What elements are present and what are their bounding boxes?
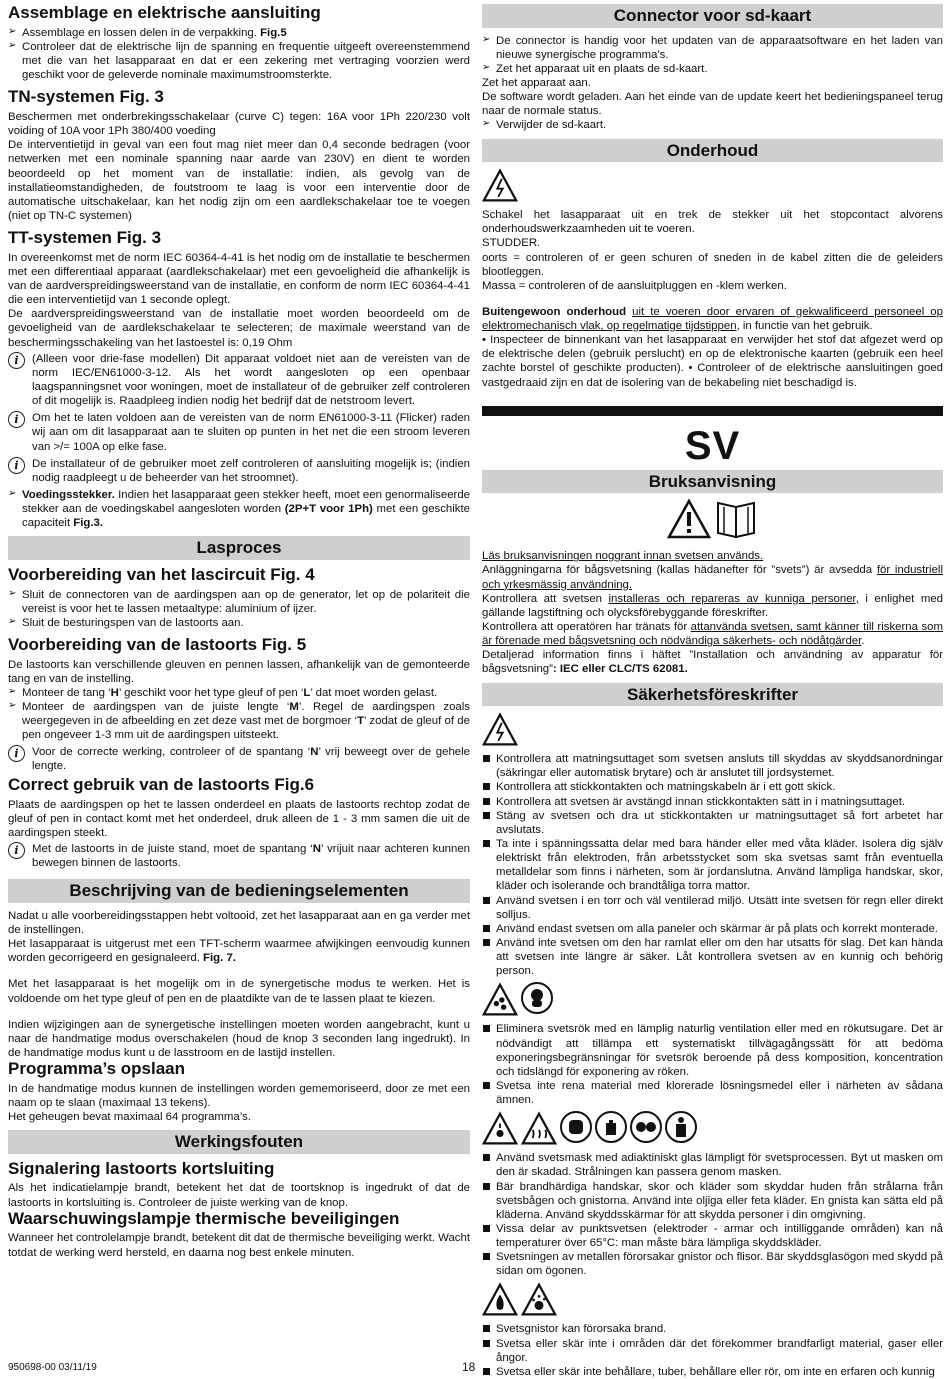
paragraph: In overeenkomst met de norm IEC 60364-4-41 is het nodig om de installatie te beschermen met een differentiaal apparaat (aardlekschakelaar) met een gevoeligheid die afhankelijk is van de aardverspreidingsweerstand van de installatie, en conform de norm IEC 60364-4-41 die een interventietijd van 1 seconde oplegt. xyxy=(8,251,470,307)
paragraph: Plaats de aardingspen op het te lassen onderdeel en plaats de lastoorts rechtop zodat de gleuf of pen in contact komt met het onderdeel, druk alleen de 1 - 3 mm samen die uit de aardingspen steekt. xyxy=(8,798,470,839)
list-item: Svetsningen av metallen förorsakar gnistor och flisor. Bär skyddsglasögon med skydd på sidan om ögonen. xyxy=(482,1250,943,1278)
safety-list-3 xyxy=(482,1151,943,1278)
info-note: i Met de lastoorts in de juiste stand, moet de spantang ‘N’ vrijuit naar achteren kunnen bewegen binnen de lastoorts. xyxy=(8,842,470,870)
section-title-lascircuit: Voorbereiding van het lascircuit Fig. 4 xyxy=(8,564,315,584)
fumes-hazard-icon xyxy=(482,982,518,1018)
icon-row xyxy=(482,168,943,204)
info-note: i Voor de correcte werking, controleer of de spantang ‘N’ vrij beweegt over de gehele lengte. xyxy=(8,745,470,773)
fire-hazard-icon xyxy=(482,1282,518,1318)
paragraph: De lastoorts kan verschillende gleuven en pennen lassen, afhankelijk van de gemonteerde tang en van de instelling. xyxy=(8,658,470,685)
left-column xyxy=(8,4,470,1260)
section-title-signalering: Signalering lastoorts kortsluiting xyxy=(8,1158,275,1178)
language-code: SV xyxy=(684,423,741,468)
paragraph: Het lasapparaat is uitgerust met een TFT-scherm waarmee afwijkingen eenvoudig kunnen worden gecorrigeerd en gesignaleerd. Fig. 7. xyxy=(8,938,470,965)
list-item: ➢ Sluit de connectoren van de aardingspen aan op de generator, let op de polariteit die vereist is voor het te lassen metaaltype: aluminium of ijzer. xyxy=(8,588,470,616)
list-item: Kontrollera att matningsuttaget som svetsen ansluts till skyddas av skyddsanordningar (säkringar eller automatisk brytare) och är anslutet till jordsystemet. xyxy=(482,752,943,780)
paragraph: Massa = controleren of de aansluitpluggen en -klem werken. xyxy=(482,279,787,292)
safety-list-1 xyxy=(482,752,943,978)
paragraph: • Inspecteer de binnenkant van het lasapparaat en verwijder het stof dat afgezet werd op de elektrische delen (gebruik perslucht) en op de elektronische kaarten (gebruik een heel zachte borstel of geschikte producten). • Controleer of de elektrische aansluitingen goed vastgedraaid zijn en dat de isolering van de bekabeling niet beschadigd is. xyxy=(482,334,943,389)
section-title-waarschuwing: Waarschuwingslampje thermische beveiligingen xyxy=(8,1208,400,1228)
paragraph: De aardverspreidingsweerstand van de installatie moet worden beoordeeld om de gevoeligheid van de aardlekschakelaar te selecteren; de maximale weerstand van de beschermingsschakeling van het lastoestel is: 0,19 Ohm xyxy=(8,308,470,349)
list-item: Svetsa eller skär inte behållare, tuber, behållare eller rör, om inte en erfaren och kunnig xyxy=(482,1365,943,1379)
right-column xyxy=(482,4,943,1379)
info-icon: i xyxy=(8,352,25,369)
paragraph: STUDDER. xyxy=(482,237,541,250)
info-icon: i xyxy=(8,842,25,859)
read-manual-icon xyxy=(714,499,758,539)
list-item: ➢ De connector is handig voor het updaten van de apparaatsoftware en het laden van nieuwe synergische programma's. xyxy=(482,34,943,62)
paragraph: Met het lasapparaat is het mogelijk om in de synergetische modus te werken. Het is voldoende om het type gleuf of pen en de plaatdikte van de te lassen plaat te kiezen. xyxy=(8,978,470,1005)
list-item: ➢ Zet het apparaat uit en plaats de sd-kaart. xyxy=(482,62,943,76)
paragraph: Wanneer het controlelampje brandt, betekent dit dat de thermische beveiliging werkt. Wacht totdat de werking werd hersteld, en daarna nog best enkele minuten. xyxy=(8,1232,470,1259)
section-title-programma: Programma’s opslaan xyxy=(8,1059,185,1079)
safety-list-4 xyxy=(482,1322,943,1379)
list-item: ➢ Monteer de aardingspen van de juiste lengte ‘M’. Regel de aardingspen zoals weergegeven in de afbeelding en zet deze vast met de borgmoer ‘T’ zodat de gleuf of de pen ongeveer 1-3 mm uit de aardingspen uitsteekt. xyxy=(8,700,470,742)
section-bar-sakerhet: Säkerhetsföreskrifter xyxy=(482,683,943,707)
protective-clothing-icon xyxy=(665,1111,697,1143)
list-item: Svetsa inte rena material med klorerade lösningsmedel eller i närheten av sådana ämnen. xyxy=(482,1079,943,1107)
paragraph: Anläggningarna för bågsvetsning (kallas hädanefter för ”svets”) är avsedda för industriell och yrkesmässig användning. xyxy=(482,564,943,591)
paragraph: Het geheugen bevat maximaal 64 programma’s. xyxy=(8,1111,251,1124)
paragraph: Nadat u alle voorbereidingsstappen hebt voltooid, zet het lasapparaat aan en ga verder met de instellingen. xyxy=(8,909,470,936)
divider xyxy=(482,406,943,416)
section-title-assemblage: Assemblage en elektrische aansluiting xyxy=(8,3,321,22)
list-item: Svetsa eller skär inte i områden där det förekommer brandfarligt material, gaser eller ångor. xyxy=(482,1337,943,1365)
icon-row xyxy=(482,1282,943,1318)
info-note: i De installateur of de gebruiker moet zelf controleren of aansluiting mogelijk is; (indien nodig raadpleegt u de beheerder van het stroomnet). xyxy=(8,457,470,485)
section-title-lastoorts: Voorbereiding van de lastoorts Fig. 5 xyxy=(8,635,307,655)
list-item: Använd svetsen i en torr och väl ventilerad miljö. Utsätt inte svetsen för regn eller direkt solljus. xyxy=(482,894,943,922)
section-bar-lasproces: Lasproces xyxy=(8,536,470,560)
list-item: Kontrollera att svetsen är avstängd innan stickkontakten sätt in i matningsuttaget. xyxy=(482,795,943,809)
gloves-icon xyxy=(595,1111,627,1143)
lascircuit-list xyxy=(8,588,470,630)
paragraph: Kontrollera att svetsen installeras och repareras av kunniga personer, i enlighet med gällande lagstiftning och olycksförebyggande föreskrifter. xyxy=(482,592,943,619)
paragraph: Schakel het lasapparaat uit en trek de stekker uit het stopcontact alvorens onderhoudswerkzaamheden uit te voeren. xyxy=(482,209,943,236)
info-icon: i xyxy=(8,411,25,428)
warning-icon xyxy=(667,499,711,539)
safety-list-2 xyxy=(482,1022,943,1107)
paragraph: Kontrollera att operatören har tränats för attanvända svetsen, samt känner till riskerna som är förenade med bågsvetsning och nödvändiga säkerhets- och nödåtgärder. xyxy=(482,621,943,648)
plug-list xyxy=(8,488,470,530)
paragraph: Läs bruksanvisningen noggrant innan svetsen används. xyxy=(482,550,764,563)
list-item: Använd svetsmask med adiaktiniskt glas lämpligt för svetsprocessen. Byt ut masken om den är skadad. Strålningen kan passera genom masken. xyxy=(482,1151,943,1179)
paragraph: Buitengewoon onderhoud uit te voeren door ervaren of gekwalificeerd personeel op elektromechanisch vlak, op regelmatige tijdstippen, in functie van het gebruik. xyxy=(482,305,943,333)
paragraph: Beschermen met onderbrekingsschakelaar (curve C) tegen: 16A voor 1Ph 220/230 volt voiding of 10A voor 1Ph 380/400 voeding xyxy=(8,110,470,138)
document-code: 950698-00 03/11/19 xyxy=(8,1362,97,1373)
list-item: Vissa delar av punktsvetsen (elektroder - armar och intilliggande områden) kan nå temperaturer över 65°C: man måste bära lämpliga skyddskläder. xyxy=(482,1222,943,1250)
list-item: Bär brandhärdiga handskar, skor och kläder som skyddar huden från strålarna från svetsbågen och gnistorna. Använd inte oljiga eller feta kläder. En gnista kan sätta eld på kläderna. Använd skyddsskärmar för att skydda personer i din omgivning. xyxy=(482,1180,943,1222)
paragraph: De interventietijd in geval van een fout mag niet meer dan 0,4 seconde bedragen (voor netwerken met een nominale spanning naar aarde van 230V) en dient te worden beoordeeld op het moment van de installatie: indien, als gevolg van de installatieomstandigheden, de foutstroom te laag is voor een interventie door de automatische uitschakelaar, kan het nodig zijn om een aardlekschakelaar toe te voegen (niet op TN-C systemen) xyxy=(8,139,470,222)
goggles-icon xyxy=(630,1111,662,1143)
connector-list-2 xyxy=(482,118,943,132)
icon-row xyxy=(482,982,943,1018)
list-item: ➢ Sluit de besturingspen van de lastoorts aan. xyxy=(8,616,470,630)
connector-list xyxy=(482,34,943,76)
electric-hazard-icon xyxy=(482,712,518,748)
list-item: ➢ Controleer dat de elektrische lijn de spanning en frequentie uitgeeft overeenstemmend met die van het lasapparaat en dat er een zekering met vertraging voorzien werd geschikt voor de geleverde nominale maximumstroomsterkte. xyxy=(8,40,470,82)
list-item: Svetsgnistor kan förorsaka brand. xyxy=(482,1322,943,1336)
assemblage-list xyxy=(8,26,470,83)
lastoorts-list xyxy=(8,686,470,743)
paragraph: oorts = controleren of er geen schuren of sneden in de kabel zitten die de geleiders blootleggen. xyxy=(482,251,943,278)
page-number: 18 xyxy=(462,1360,476,1374)
section-bar-werkingsfouten: Werkingsfouten xyxy=(8,1130,470,1154)
respirator-icon xyxy=(521,982,553,1014)
paragraph: In de handmatige modus kunnen de instellingen worden gememoriseerd, door ze met een naam op te slaan (maximaal 13 tekens). xyxy=(8,1082,470,1109)
list-item: ➢ Monteer de tang ‘H’ geschikt voor het type gleuf of pen ‘L’ dat moet worden gelast. xyxy=(8,686,470,700)
section-bar-onderhoud: Onderhoud xyxy=(482,139,943,163)
icon-row xyxy=(482,1111,943,1147)
info-note: i (Alleen voor drie-fase modellen) Dit apparaat voldoet niet aan de vereisten van de norm IEC/EN61000-3-12. Als het wordt aangesloten op een openbaar laagspanningsnet voor woningen, moet de installateur of de gebruiker zelf controleren of dit mogelijk is. Raadpleeg indien nodig het bedrijf dat de netstroom levert. xyxy=(8,352,470,409)
list-item: Använd inte svetsen om den har ramlat eller om den har utsatts för slag. Det kan hända att svetsen inte längre är säker. Låt kontrollera svetsen av en kunnig och behörig person. xyxy=(482,936,943,978)
list-item: Stäng av svetsen och dra ut stickkontakten ur matningsuttaget så fort arbetet har avslutats. xyxy=(482,809,943,837)
section-bar-beschrijving: Beschrijving van de bedieningselementen xyxy=(8,879,470,903)
paragraph: Detaljerad information finns i häftet ”Installation och användning av apparatur för bågsvetsning”: IEC eller CLC/TS 62081. xyxy=(482,649,943,676)
hot-surface-icon xyxy=(521,1111,557,1147)
icon-row xyxy=(482,712,943,748)
list-item: ➢ Verwijder de sd-kaart. xyxy=(482,118,943,132)
paragraph: Zet het apparaat aan. xyxy=(482,76,591,89)
section-title-tt: TT-systemen Fig. 3 xyxy=(8,228,162,248)
radiation-hazard-icon xyxy=(482,1111,518,1147)
list-item: ➢ Assemblage en lossen delen in de verpakking. Fig.5 xyxy=(8,26,470,40)
list-item: ➢ Voedingsstekker. Indien het lasapparaat geen stekker heeft, moet een genormaliseerde stekker aan de voedingskabel aangesloten worden (2P+T voor 1Ph) met een geschikte capaciteit Fig.3. xyxy=(8,488,470,530)
icon-row xyxy=(482,499,943,539)
paragraph: De software wordt geladen. Aan het einde van de update keert het bedieningspaneel terug naar de normale status. xyxy=(482,91,943,118)
paragraph: Als het indicatielampje brandt, betekent het dat de toortsknop is ingedrukt of dat de lastoorts in kortsluiting is. Controleer de juiste werking van de knop. xyxy=(8,1182,470,1209)
info-note: i Om het te laten voldoen aan de vereisten van de norm EN61000-3-11 (Flicker) raden wij aan om dit lasapparaat aan te sluiten op punten in het net die een stroom leveren van >/= 100A op elke fase. xyxy=(8,411,470,453)
list-item: Kontrollera att stickkontakten och matningskabeln är i ett gott skick. xyxy=(482,780,943,794)
list-item: Ta inte i spänningssatta delar med bara händer eller med våta kläder. Isolera dig själv elektriskt från elektroden, från arbetsstycket som ska svetsas samt från eventuella metalldelar som finns i närheten, som är jordanslutna. Använd lämpliga handskar, skor, kläder och isolerande och brandtåliga torra mattor. xyxy=(482,837,943,894)
section-bar-bruksanvisning: Bruksanvisning xyxy=(482,470,943,494)
info-icon: i xyxy=(8,457,25,474)
info-icon: i xyxy=(8,745,25,762)
electric-hazard-icon xyxy=(482,168,518,204)
list-item: Eliminera svetsrök med en lämplig naturlig ventilation eller med en rökutsugare. Det är nödvändigt att tillämpa ett systematiskt tillvägagångssätt för att bedöma exponeringsbegränsningar för svetsrök beroende på dess komposition, koncentration och tidslängd för exponering av röken. xyxy=(482,1022,943,1079)
mask-icon xyxy=(560,1111,592,1143)
section-title-correct-gebruik: Correct gebruik van de lastoorts Fig.6 xyxy=(8,774,315,794)
list-item: Använd endast svetsen om alla paneler och skärmar är på plats och korrekt monterade. xyxy=(482,922,943,936)
section-title-tn: TN-systemen Fig. 3 xyxy=(8,87,164,107)
explosion-hazard-icon xyxy=(521,1282,557,1318)
section-bar-connector: Connector voor sd-kaart xyxy=(482,4,943,28)
paragraph: Indien wijzigingen aan de synergetische instellingen moeten worden aangebracht, kunt u naar de handmatige modus overschakelen (houd de knop 3 seconden lang ingedrukt). In de handmatige modus kunt u de lasstroom en de lastijd instellen. xyxy=(8,1018,470,1059)
